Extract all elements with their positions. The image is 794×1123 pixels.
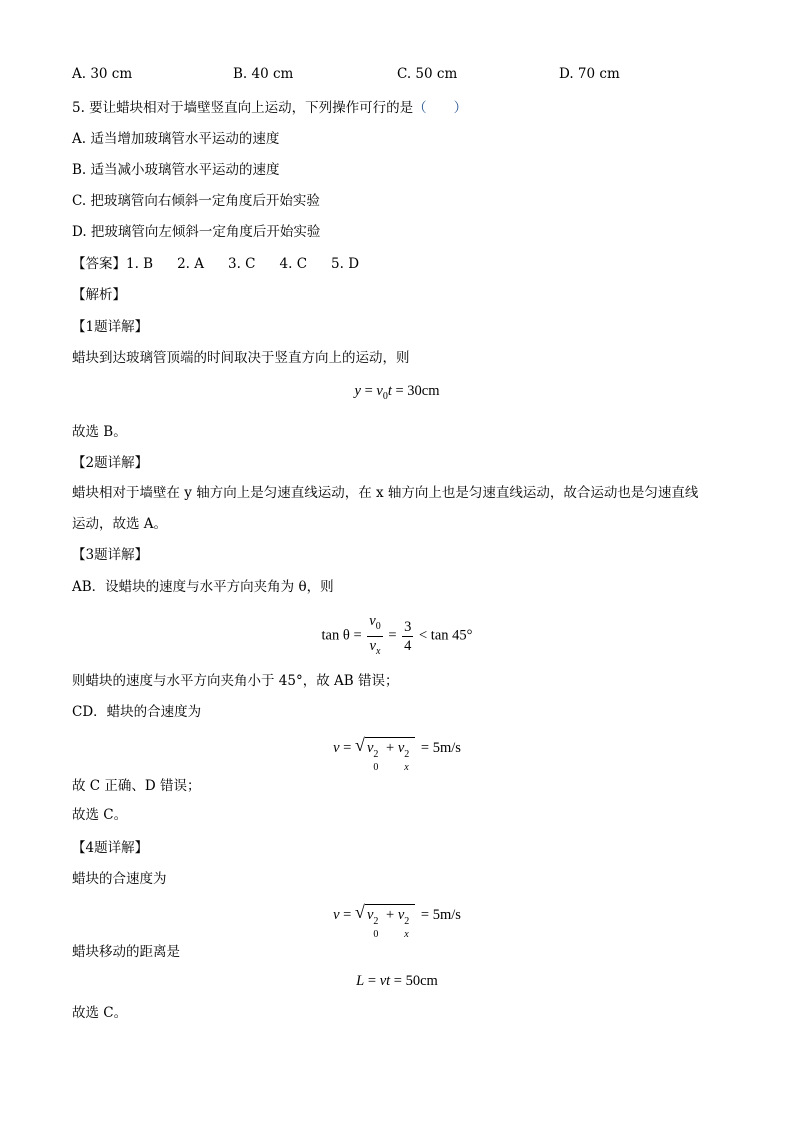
s1-conclusion: 故选 B。 [72, 424, 127, 440]
q5-option-d: D. 把玻璃管向左倾斜一定角度后开始实验 [72, 224, 321, 240]
q4-option-c: C. 50 cm [397, 66, 458, 82]
s4-conclusion: 故选 C。 [72, 1005, 128, 1021]
s3-title: 【3题详解】 [72, 547, 149, 563]
s4-text-1: 蜡块的合速度为 [72, 871, 167, 887]
s4-title: 【4题详解】 [72, 840, 149, 856]
s2-text-1: 蜡块相对于墙壁在 y 轴方向上是匀速直线运动，在 x 轴方向上也是匀速直线运动，故合运动也是匀速直线 [72, 485, 699, 501]
fraction-v0-vx: $\frac{v_0}{v_x}$ [369, 613, 381, 657]
s1-text: 蜡块到达玻璃管顶端的时间取决于竖直方向上的运动，则 [72, 350, 410, 366]
q5-stem: 5. 要让蜡块相对于墙壁竖直向上运动，下列操作可行的是（ ） [72, 100, 468, 116]
s3-text-3: CD．蜡块的合速度为 [72, 704, 202, 720]
s3-text: AB．设蜡块的速度与水平方向夹角为 θ，则 [72, 579, 334, 595]
q4-option-a: A. 30 cm [72, 66, 133, 82]
s3-text-2: 则蜡块的速度与水平方向夹角小于 45°，故 AB 错误； [72, 673, 399, 689]
answer-tag: 【答案】 [72, 256, 126, 272]
sqrt-sign: √ v 2 0 + v 2 x [355, 737, 415, 758]
s3-text-4: 故 C 正确、D 错误； [72, 778, 201, 794]
s3-conclusion: 故选 C。 [72, 807, 128, 823]
sqrt-sign: √ v 2 0 + v 2 x [355, 904, 415, 925]
s2-title: 【2题详解】 [72, 455, 149, 471]
q5-option-a: A. 适当增加玻璃管水平运动的速度 [72, 131, 280, 147]
s1-equation: $y = v_0t = 30cm$ [354, 383, 440, 402]
s4-equation-distance: L = vt = 50cm [356, 973, 438, 989]
s4-text-2: 蜡块移动的距离是 [72, 944, 180, 960]
s3-equation-tan: tan θ = $\frac{v_0}{v_x}$ = $\frac{3}{4}$ < tan 45° [0, 612, 794, 661]
s3-equation-speed: v = √ v 2 0 + v 2 x = 5m/s [333, 735, 461, 773]
q5-option-b: B. 适当减小玻璃管水平运动的速度 [72, 162, 280, 178]
q5-option-c: C. 把玻璃管向右倾斜一定角度后开始实验 [72, 193, 320, 209]
q4-option-b: B. 40 cm [233, 66, 294, 82]
s1-title: 【1题详解】 [72, 319, 149, 335]
q4-options [72, 66, 722, 86]
answer-line: 【答案】1. B 2. A 3. C 4. C 5. D [72, 256, 360, 272]
fraction-3-4: $\frac{3}{4}$ [404, 618, 412, 654]
q4-option-d: D. 70 cm [559, 66, 620, 82]
s4-equation-speed: v = √ v 2 0 + v 2 x = 5m/s [333, 902, 461, 940]
analysis-tag: 【解析】 [72, 287, 126, 303]
s2-text-2: 运动，故选 A。 [72, 516, 168, 532]
